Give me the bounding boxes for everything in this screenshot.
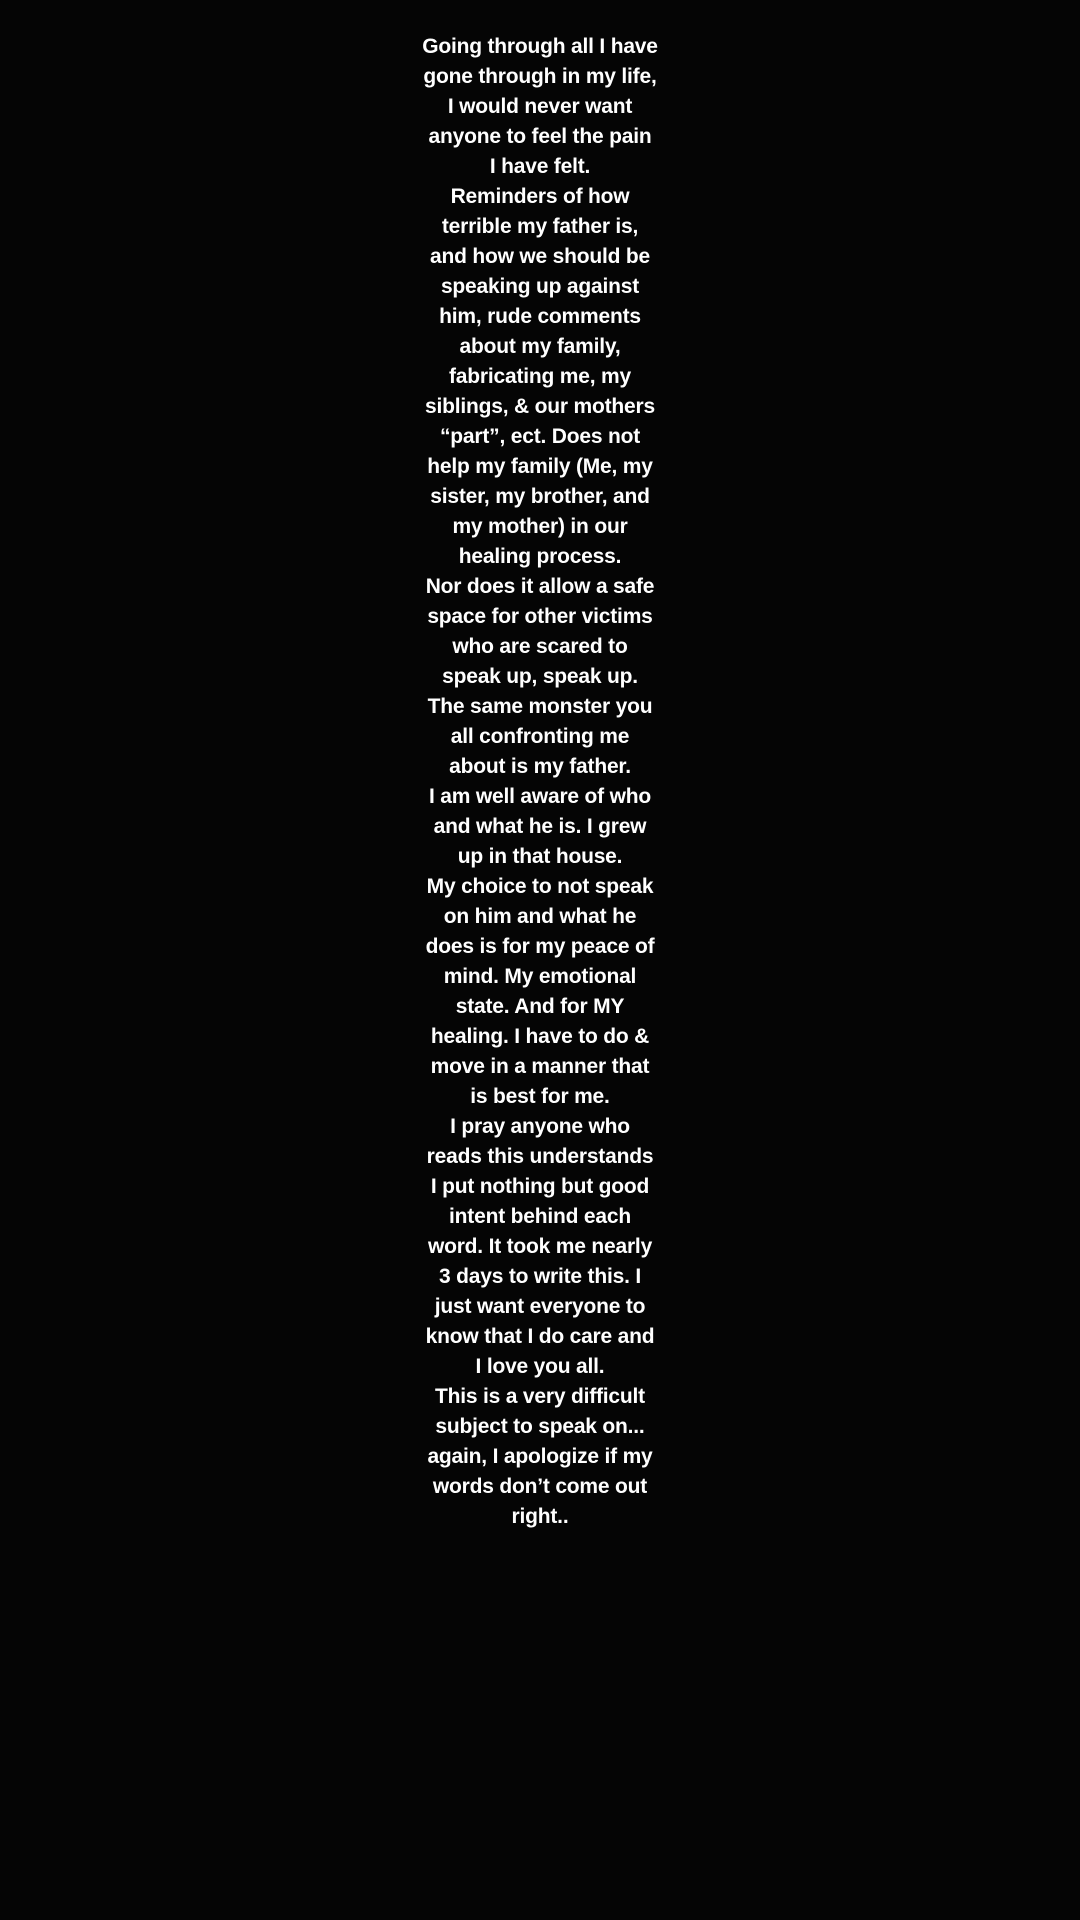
story-text-line: fabricating me, my bbox=[449, 365, 631, 388]
story-text-line: about my family, bbox=[459, 335, 621, 358]
story-text-line: up in that house. bbox=[457, 845, 623, 868]
story-text-line: help my family (Me, my bbox=[427, 455, 653, 478]
story-text-line: know that I do care and bbox=[425, 1325, 655, 1348]
story-text-line: healing process. bbox=[458, 545, 622, 568]
story-text-line: I love you all. bbox=[475, 1355, 605, 1378]
story-text-line: just want everyone to bbox=[434, 1295, 646, 1318]
story-text-line: intent behind each bbox=[449, 1205, 631, 1228]
story-text-line: and how we should be bbox=[429, 245, 650, 268]
story-text-line: is best for me. bbox=[470, 1085, 610, 1108]
story-text-line: terrible my father is, bbox=[441, 215, 639, 238]
story-text-line: 3 days to write this. I bbox=[439, 1265, 641, 1288]
story-text-line: gone through in my life, bbox=[423, 65, 657, 88]
story-text-line: reads this understands bbox=[426, 1145, 654, 1168]
story-text-line: all confronting me bbox=[450, 725, 630, 748]
story-text-line: again, I apologize if my bbox=[427, 1445, 653, 1468]
story-text-line: I put nothing but good bbox=[430, 1175, 650, 1198]
story-text-block bbox=[410, 32, 670, 1532]
story-text-line: Nor does it allow a safe bbox=[425, 575, 655, 598]
story-text-line: about is my father. bbox=[449, 755, 631, 778]
story-text-line: Reminders of how bbox=[450, 185, 630, 208]
story-text-line: speaking up against bbox=[440, 275, 640, 298]
story-text-line: move in a manner that bbox=[430, 1055, 650, 1078]
story-text-line: siblings, & our mothers bbox=[425, 395, 655, 418]
story-text-line: subject to speak on... bbox=[435, 1415, 645, 1438]
story-text-line: I would never want bbox=[447, 95, 633, 118]
story-text-line: I am well aware of who bbox=[429, 785, 651, 808]
story-text-line: This is a very difficult bbox=[435, 1385, 645, 1408]
story-text-line: right.. bbox=[511, 1505, 569, 1528]
story-text-line: word. It took me nearly bbox=[427, 1235, 653, 1258]
story-text-line: My choice to not speak bbox=[426, 875, 654, 898]
story-text-line: I pray anyone who bbox=[450, 1115, 630, 1138]
story-text-line: my mother) in our bbox=[452, 515, 628, 538]
story-text-line: does is for my peace of bbox=[425, 935, 655, 958]
story-text-line: him, rude comments bbox=[439, 305, 641, 328]
story-text-line: “part”, ect. Does not bbox=[440, 425, 640, 448]
story-text-line: speak up, speak up. bbox=[442, 665, 638, 688]
story-text-line: and what he is. I grew bbox=[433, 815, 647, 838]
story-text-line: Going through all I have bbox=[422, 35, 658, 58]
story-text-line: on him and what he bbox=[443, 905, 637, 928]
story-text-line: space for other victims bbox=[427, 605, 653, 628]
story-text-line: state. And for MY bbox=[455, 995, 625, 1018]
story-text-line: healing. I have to do & bbox=[430, 1025, 650, 1048]
story-text-line: I have felt. bbox=[489, 155, 591, 178]
story-text-line: The same monster you bbox=[427, 695, 653, 718]
story-text-line: anyone to feel the pain bbox=[428, 125, 652, 148]
story-text-line: mind. My emotional bbox=[443, 965, 637, 988]
story-text-line: who are scared to bbox=[452, 635, 628, 658]
story-text-line: sister, my brother, and bbox=[430, 485, 650, 508]
story-text-line: words don’t come out bbox=[432, 1475, 648, 1498]
